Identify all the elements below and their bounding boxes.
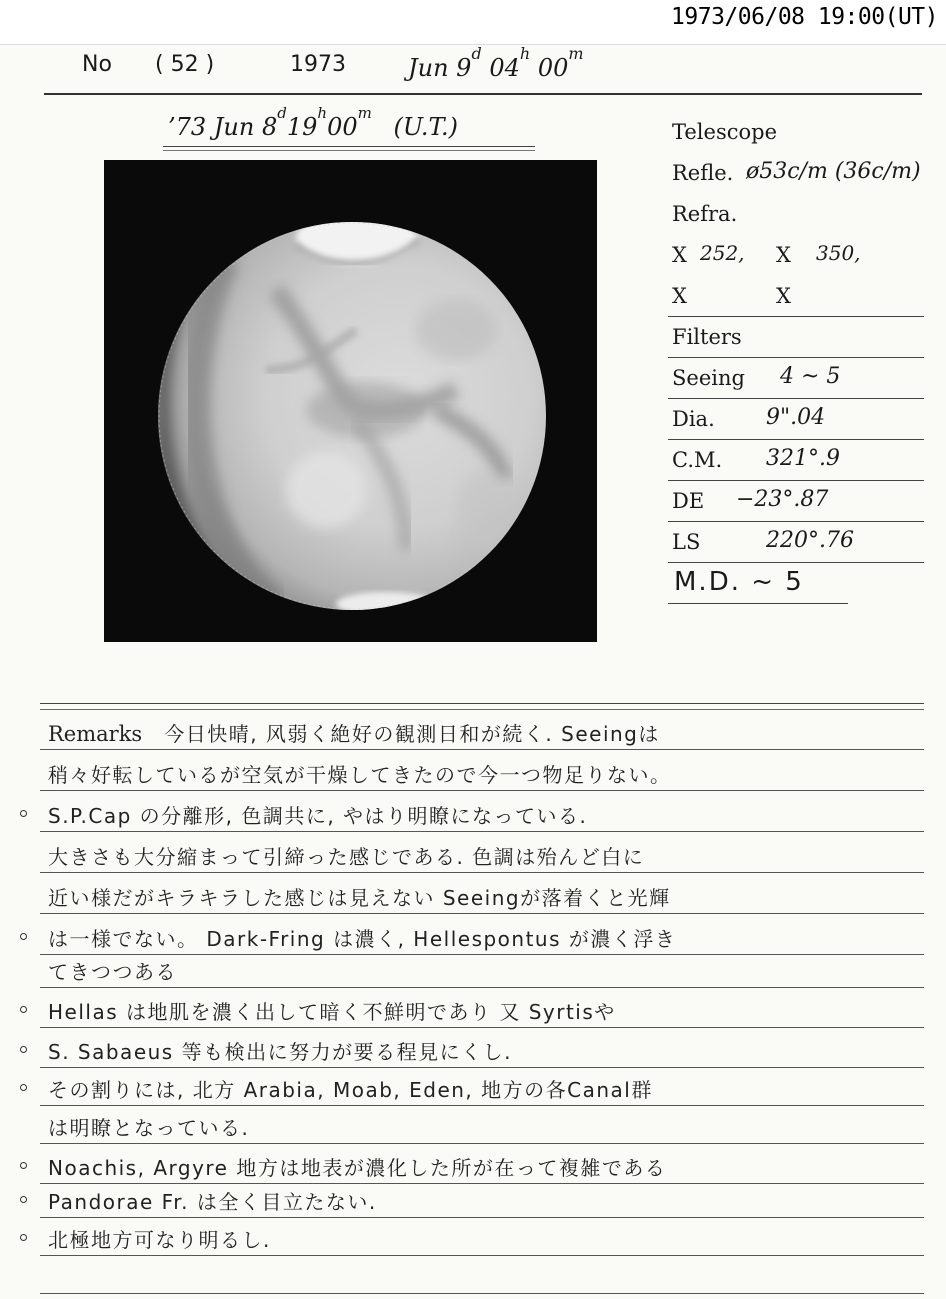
filters-label: Filters [672, 325, 742, 349]
bullet-icon [20, 1234, 27, 1241]
ut-underline [163, 146, 535, 147]
number-label: No [82, 52, 112, 77]
remarks-line [40, 1218, 924, 1256]
mars-disk-drawing [156, 220, 548, 612]
bullet-icon [20, 1046, 27, 1053]
observation-info-panel [668, 112, 924, 604]
remarks-text: 大きさも大分縮まって引締った感じである. 色調は殆んど白に [48, 845, 645, 869]
magnification-x-label: X [776, 284, 791, 308]
magnification-x-label: X [672, 284, 687, 308]
seeing-value: 4 ~ 5 [780, 364, 841, 389]
magnification-row [668, 235, 924, 276]
central-meridian-value: 321°.9 [766, 446, 840, 471]
declination-row [668, 481, 924, 522]
remarks-text: 北極地方可なり明るし. [48, 1228, 271, 1252]
filters-row [668, 317, 924, 358]
observation-year: 1973 [290, 52, 346, 77]
bullet-icon [20, 1006, 27, 1013]
bullet-icon [20, 810, 27, 817]
remarks-line [40, 990, 924, 1028]
magnification-row-2 [668, 276, 924, 317]
remarks-text: 近い様だがキラキラした感じは見えない Seeingが落着くと光輝 [48, 886, 671, 910]
remarks-line [40, 1068, 924, 1106]
solar-longitude-value: 220°.76 [766, 528, 854, 553]
remarks-label: Remarks [48, 722, 143, 746]
remarks-text: Hellas は地肌を濃く出して暗く不鮮明であり 又 Syrtisや [48, 1000, 616, 1024]
bullet-icon [20, 933, 27, 940]
remarks-divider [40, 703, 924, 704]
diameter-value: 9".04 [766, 405, 826, 430]
remarks-line [40, 1146, 924, 1184]
reflector-row [668, 153, 924, 194]
remarks-divider [40, 709, 924, 710]
central-meridian-label: C.M. [672, 448, 723, 472]
magnification-x-label: X [672, 243, 687, 267]
remarks-text: 稍々好転しているが空気が干燥してきたので今一つ物足りない。 [48, 763, 672, 787]
remarks-text: は明瞭となっている. [48, 1116, 250, 1140]
local-date: Jun 9$^d$ 04$^h$ 00$^m$ [408, 44, 584, 82]
remarks-line [40, 1030, 924, 1068]
remarks-line [40, 835, 924, 873]
refractor-label: Refra. [672, 202, 738, 226]
telescope-label: Telescope [672, 120, 777, 144]
bullet-icon [20, 1084, 27, 1091]
seeing-label: Seeing [672, 366, 745, 390]
remarks-text: は一様でない。 Dark-Fring は濃く, Hellespontus が濃く浮き [48, 927, 677, 951]
remarks-line [40, 794, 924, 832]
remarks-text: S. Sabaeus 等も検出に努力が要る程見にくし. [48, 1040, 512, 1064]
reflector-value: ø53c/m (36c/m) [746, 159, 921, 184]
refractor-row [668, 194, 924, 235]
declination-value: −23°.87 [736, 487, 829, 512]
seeing-row [668, 358, 924, 399]
bullet-icon [20, 1196, 27, 1203]
observation-number: ( 52 ) [155, 52, 215, 77]
remarks-text: 今日快晴, 风弱く絶好の観測日和が続く. Seeingは [164, 722, 660, 746]
remarks-text: てきつつある [48, 960, 177, 984]
solar-longitude-row [668, 522, 924, 563]
declination-label: DE [672, 489, 705, 513]
remarks-line [40, 1106, 924, 1144]
header-divider [44, 93, 922, 95]
diameter-label: Dia. [672, 407, 715, 431]
telescope-row [668, 112, 924, 153]
ut-underline [163, 150, 535, 151]
remarks-text: S.P.Cap の分離形, 色調共に, やはり明瞭になっている. [48, 804, 588, 828]
remarks-line [40, 1180, 924, 1218]
mars-distance-value: M.D. ~ 5 [674, 567, 804, 597]
remarks-line [40, 1256, 924, 1294]
magnification-x-label: X [776, 243, 791, 267]
magnification-value-1: 252, [700, 241, 745, 265]
mars-drawing-frame [104, 160, 597, 642]
diameter-row [668, 399, 924, 440]
reflector-label: Refle. [672, 161, 734, 185]
remarks-text: Pandorae Fr. は全く目立たない. [48, 1190, 377, 1214]
timestamp-stamp: 1973/06/08 19:00(UT) [671, 4, 938, 30]
remarks-line [40, 950, 924, 988]
remarks-line [40, 753, 924, 791]
magnification-value-2: 350, [816, 241, 861, 265]
mars-distance-row [668, 563, 924, 604]
remarks-text: その割りには, 北方 Arabia, Moab, Eden, 地方の各Canal群 [48, 1078, 653, 1102]
remarks-line [40, 712, 924, 750]
solar-longitude-label: LS [672, 530, 701, 554]
central-meridian-row [668, 440, 924, 481]
remarks-line [40, 876, 924, 914]
bullet-icon [20, 1162, 27, 1169]
remarks-text: Noachis, Argyre 地方は地表が濃化した所が在って複雑である [48, 1156, 667, 1180]
ut-date: ’73 Jun 8$^d$19$^h$00$^m$ (U.T.) [168, 104, 458, 141]
